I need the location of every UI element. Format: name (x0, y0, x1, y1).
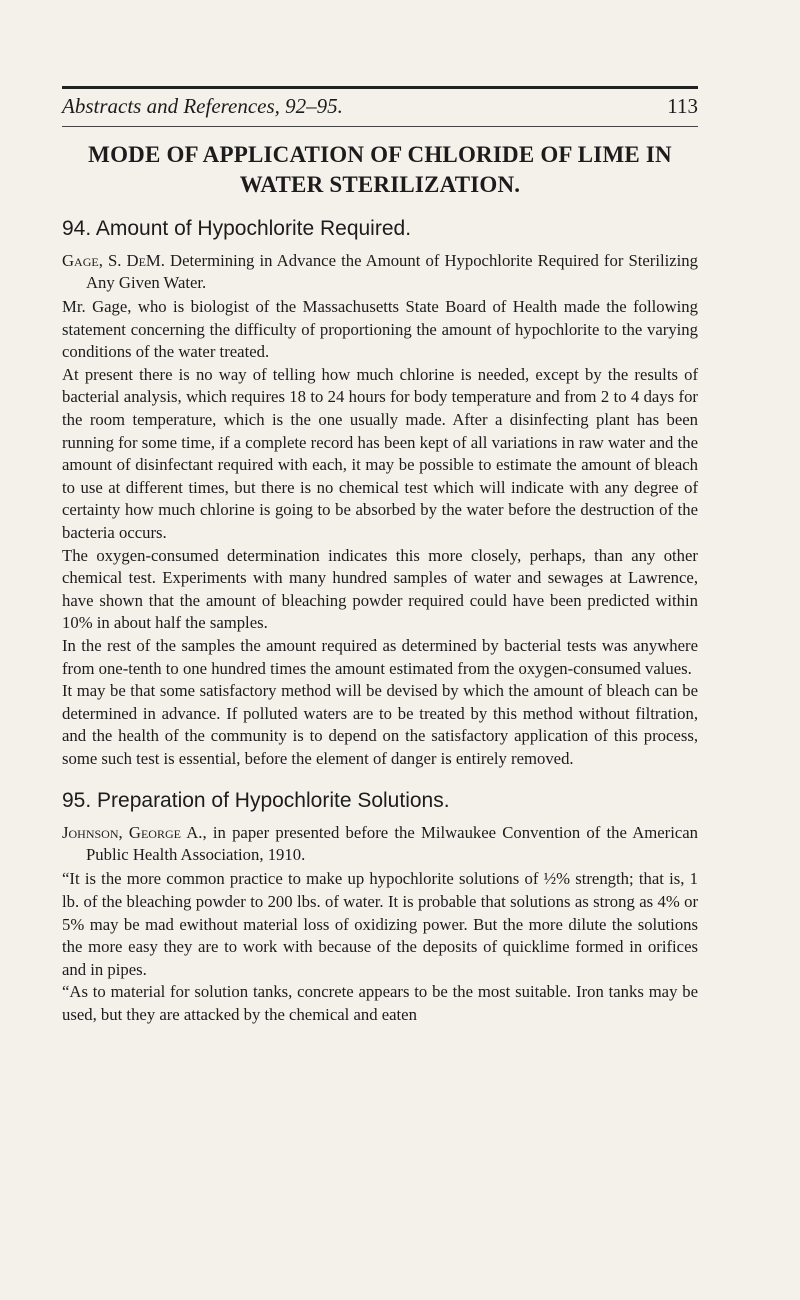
paragraph: “As to material for solution tanks, concrete appears to be the most suitable. Iron tanks may be used, but they are attacked by the chemical and eaten (62, 982, 698, 1025)
paragraph: At present there is no way of telling how much chlorine is needed, except by the results of bacterial analysis, which requires 18 to 24 hours for body temperature and from 2 to 4 days for the room temperature, which is the one usually made. After a disinfecting plant has been running for some time, if a complete record has been kept of all variations in raw water and the amount of disinfectant required with each, it may be possible to estimate the amount of bleach to use at different times, but there is no chemical test which will indicate with any degree of certainty how much chlorine is going to be absorbed by the water before the destruction of the bacteria occurs. (62, 364, 698, 542)
paragraph: The oxygen-consumed determination indicates this more closely, perhaps, than any other chemical test. Experiments with many hundred samples of water and sewages at Lawrence, have shown that the amount of bleaching powder required could have been predicted within 10% in about half the samples. (62, 545, 698, 633)
paragraph: In the rest of the samples the amount required as determined by bacterial tests was anywhere from one-tenth to one hundred times the amount estimated from the oxygen-consumed values. (62, 635, 698, 678)
running-head: Abstracts and References, 92–95. (62, 94, 343, 118)
header-rule-top (62, 86, 698, 89)
section-heading: 94. Amount of Hypochlorite Required. (62, 217, 412, 240)
section-heading: 95. Preparation of Hypochlorite Solutions. (62, 789, 450, 813)
page-body (62, 140, 698, 1027)
citation-author: Gage, S. DeM. (62, 251, 165, 270)
article-title: MODE OF APPLICATION OF CHLORIDE OF LIME IN WATER STERILIZATION. (88, 142, 672, 197)
page-number: 113 (667, 94, 698, 118)
section-94 (62, 216, 698, 770)
citation-title: Determining in Advance the Amount of Hypochlorite Required for Sterilizing Any Given Water. (86, 251, 698, 292)
citation-author: Johnson, George A. (62, 823, 203, 843)
citation (62, 250, 698, 294)
header-rule-bottom (62, 126, 698, 127)
paragraph: It may be that some satisfactory method will be devised by which the amount of bleach can be determined in advance. If polluted waters are to be treated by this method without filtration, and the health of the community is to depend on the satisfactory application of this process, some such test is essential, before the element of danger is entirely removed. (62, 681, 698, 768)
section-gap (62, 770, 698, 788)
section-95 (62, 788, 698, 1026)
paragraph: Mr. Gage, who is biologist of the Massachusetts State Board of Health made the following statement concerning the difficulty of proportioning the amount of hypochlorite to the varying conditions of the water treated. (62, 297, 698, 362)
paragraph: “It is the more common practice to make up hypochlorite solutions of ½% strength; that is, 1 lb. of the bleaching powder to 200 lbs. of water. It is probable that solutions as strong as 4% or 5% may be mad ewithout material loss of oxidizing power. But the more dilute the solutions the more easy they are to work with because of the deposits of quicklime formed in orifices and in pipes. (62, 869, 698, 979)
citation (62, 822, 698, 866)
citation-title: , in paper presented before the Milwaukee Convention of the American Public Health Association, 1910. (86, 823, 698, 865)
